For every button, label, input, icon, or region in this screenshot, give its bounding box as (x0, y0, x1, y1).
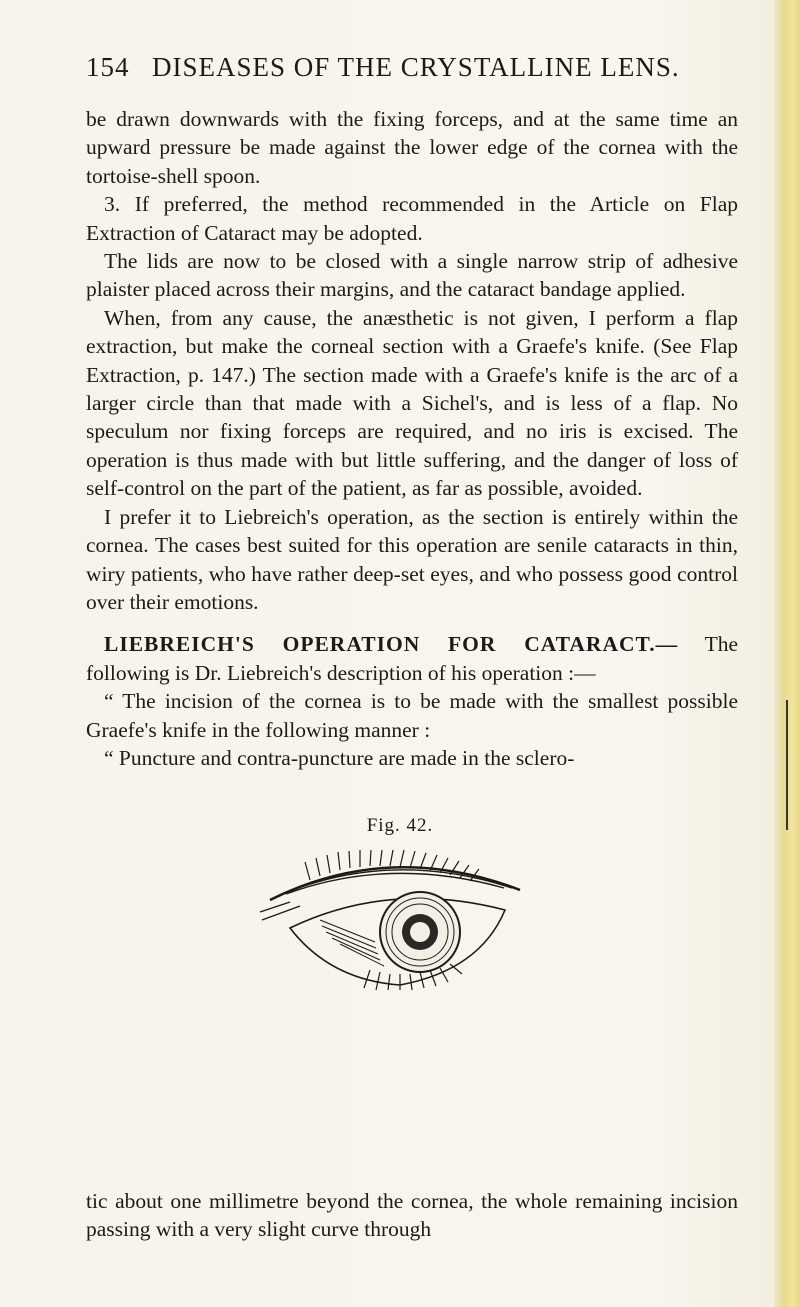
page-edge (774, 0, 800, 1307)
eye-illustration (250, 850, 540, 990)
quote-paragraph-2: “ Puncture and contra-puncture are made in the sclero- (104, 745, 575, 770)
eye-engraving-figure (250, 850, 540, 990)
main-text (86, 105, 738, 772)
paragraph-2: 3. If preferred, the method recommended in the Article on Flap Extraction of Cataract may be adopted. (86, 192, 738, 245)
paragraph-3: The lids are now to be closed with a single narrow strip of adhesive plaister placed across their margins, and the cataract bandage applied. (86, 249, 738, 302)
section-intro: The following is Dr. Liebreich's description of his operation :— (86, 632, 738, 685)
page-number: 154 (86, 52, 130, 82)
running-title: DISEASES OF THE CRYSTALLINE LENS. (152, 52, 680, 82)
running-header (86, 52, 746, 83)
section-heading: LIEBREICH'S OPERATION FOR CATARACT.— (104, 632, 679, 657)
section-paragraph (86, 630, 738, 687)
paragraph-1: be drawn downwards with the fixing forceps, and at the same time an upward pressure be made against the lower edge of the cornea with the tortoise-shell spoon. (86, 107, 738, 188)
paragraph-5: I prefer it to Liebreich's operation, as the section is entirely within the cornea. The cases best suited for this operation are senile cataracts in thin, wiry patients, who have rather deep-set eyes, and who possess good control over their emotions. (86, 504, 738, 614)
quote-paragraph-1: “ The incision of the cornea is to be made with the smallest possible Graefe's knife in the following manner : (86, 689, 738, 742)
continuation-text (86, 1187, 738, 1244)
paragraph-4: When, from any cause, the anæsthetic is not given, I perform a flap extraction, but make the corneal section with a Graefe's knife. (See Flap Extraction, p. 147.) The section made with a Graefe's knife is the arc of a larger circle than that made with a Sichel's, and is less of a flap. No speculum nor fixing forceps are required, and no iris is excised. The operation is thus made with but little suffering, and the danger of loss of self-control on the part of the patient, as far as possible, avoided. (86, 305, 738, 501)
page-edge-mark (786, 700, 788, 830)
figure-label: Fig. 42. (366, 815, 434, 836)
continuation-paragraph: tic about one millimetre beyond the cornea, the whole remaining incision passing with a very slight curve through (86, 1189, 738, 1242)
